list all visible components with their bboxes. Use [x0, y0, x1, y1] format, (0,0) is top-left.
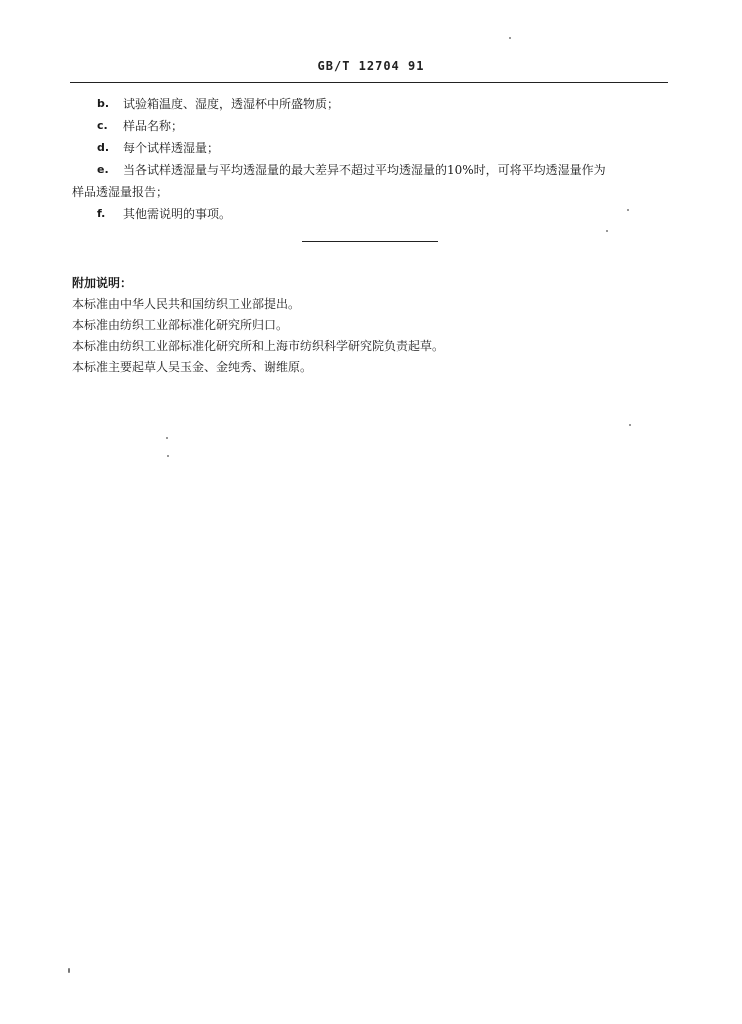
scan-speck: [606, 230, 608, 232]
list-item: [72, 93, 672, 115]
header-rule: [70, 82, 668, 83]
scan-speck: [68, 968, 70, 973]
notes-line: 本标准由中华人民共和国纺织工业部提出。: [72, 297, 301, 311]
additional-notes: [72, 273, 672, 378]
notes-title: 附加说明：: [72, 276, 133, 290]
list-marker: d.: [97, 141, 110, 154]
standard-code-header: GB/T 12704 91: [317, 59, 425, 73]
list-marker: c.: [97, 119, 108, 132]
notes-line: 本标准主要起草人吴玉金、金纯秀、谢维原。: [72, 360, 313, 374]
list-marker: e.: [97, 163, 109, 176]
list-item-text: 每个试样透湿量；: [123, 141, 220, 155]
scan-speck: [167, 455, 169, 457]
list-item: [72, 203, 672, 225]
report-items-list: [72, 93, 672, 225]
scan-speck: [627, 209, 629, 211]
notes-line: 本标准由纺织工业部标准化研究所和上海市纺织科学研究院负责起草。: [72, 339, 445, 353]
section-separator: [302, 241, 438, 242]
scan-speck: [509, 37, 511, 39]
notes-line: 本标准由纺织工业部标准化研究所归口。: [72, 318, 289, 332]
list-item: [72, 115, 672, 137]
list-marker: b.: [97, 97, 110, 110]
scan-speck: [629, 424, 631, 426]
list-marker: f.: [97, 207, 106, 220]
list-item: [72, 159, 672, 203]
list-item-text: 其他需说明的事项。: [123, 207, 232, 221]
list-item-text: 当各试样透湿量与平均透湿量的最大差异不超过平均透湿量的10%时，可将平均透湿量作为: [123, 163, 606, 177]
list-item: [72, 137, 672, 159]
scan-speck: [166, 437, 168, 439]
list-item-continuation: 样品透湿量报告；: [72, 185, 169, 199]
list-item-text: 样品名称；: [123, 119, 184, 133]
list-item-text: 试验箱温度、湿度，透湿杯中所盛物质；: [123, 97, 340, 111]
